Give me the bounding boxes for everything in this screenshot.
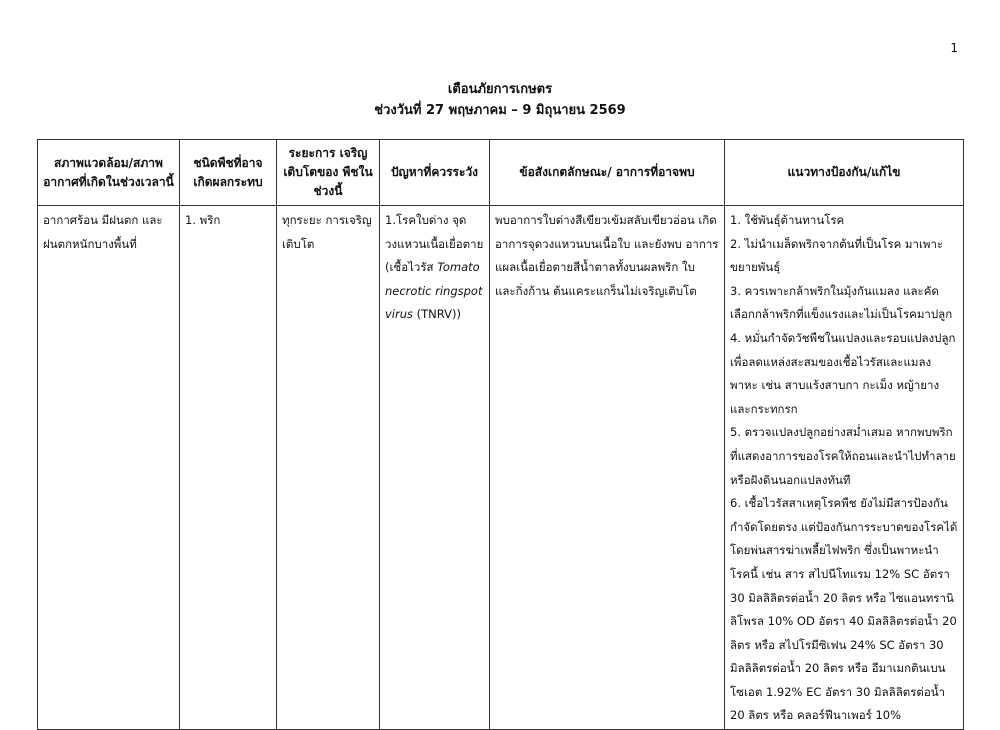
prevention-item: 1. ใช้พันธุ์ต้านทานโรค — [730, 213, 845, 227]
header-symptoms: ข้อสังเกตลักษณะ/ อาการที่อาจพบ — [490, 140, 725, 206]
header-growth-stage: ระยะการ เจริญเติบโตของ พืชในช่วงนี้ — [277, 140, 380, 206]
prevention-item: 5. ตรวจแปลงปลูกอย่างสม่ำเสมอ หากพบพริกที่แสดงอาการของโรคให้ถอนและนำไปทำลาย หรือฝังดินนอกแปลงทันที — [730, 425, 956, 487]
header-problem: ปัญหาที่ควรระวัง — [380, 140, 490, 206]
header-crop: ชนิดพืชที่อาจ เกิดผลกระทบ — [180, 140, 277, 206]
header-prevention: แนวทางป้องกัน/แก้ไข — [725, 140, 964, 206]
virus-scientific-name: Tomato necrotic ringspot virus — [385, 260, 483, 322]
page-number: 1 — [950, 41, 958, 55]
header-environment: สภาพแวดล้อม/สภาพ อากาศที่เกิดในช่วงเวลานี้ — [38, 140, 180, 206]
cell-symptoms: พบอาการใบด่างสีเขียวเข้มสลับเขียวอ่อน เกิดอาการจุดวงแหวนบนเนื้อใบ และยังพบ อาการแผลเนื้อเยื่อตายสีน้ำตาลทั้งบนผลพริก ใบ และกิ่งก้าน ต้นแคระแกร็นไม่เจริญเติบโต — [490, 206, 725, 730]
cell-growth-stage: ทุกระยะ การเจริญเติบโต — [277, 206, 380, 730]
document-title: เตือนภัยการเกษตร — [447, 82, 553, 97]
cell-prevention — [725, 206, 964, 730]
prevention-item: 6. เชื้อไวรัสสาเหตุโรคพืช ยังไม่มีสารป้องกันกำจัดโดยตรง แต่ป้องกันการระบาดของโรคได้ โดยพ่นสารฆ่าเพลี้ยไฟพริก ซึ่งเป็นพาหะนำโรคนี้ เช่น สาร สไปนีโทแรม 12% SC อัตรา 30 มิลลิลิตรต่อน้ำ 20 ลิตร หรือ ไซแอนทรานิลิโพรล 10% OD อัตรา 40 มิลลิลิตรต่อน้ำ 20 ลิตร หรือ สไปโรมีซิเฟน 24% SC อัตรา 30 มิลลิลิตรต่อน้ำ 20 ลิตร หรือ อีมาเมกตินเบนโซเอต 1.92% EC อัตรา 30 มิลลิลิตรต่อน้ำ 20 ลิตร หรือ คลอร์ฟีนาเพอร์ 10% — [730, 496, 958, 723]
table-header-row — [38, 140, 964, 206]
cell-crop: 1. พริก — [180, 206, 277, 730]
prevention-item: 2. ไม่นำเมล็ดพริกจากต้นที่เป็นโรค มาเพาะขยายพันธุ์ — [730, 236, 944, 275]
date-range-subtitle: ช่วงวันที่ 27 พฤษภาคม – 9 มิถุนายน 2569 — [374, 103, 626, 118]
cell-problem — [380, 206, 490, 730]
table-row — [38, 206, 964, 730]
virus-abbreviation: (TNRV)) — [416, 307, 461, 322]
problem-name: 1.โรคใบด่าง จุดวงแหวนเนื้อเยื่อตาย (เชื้อไวรัส — [385, 213, 484, 275]
cell-environment: อากาศร้อน มีฝนตก และฝนตกหนักบางพื้นที่ — [38, 206, 180, 730]
prevention-item: 3. ควรเพาะกล้าพริกในมุ้งกันแมลง และคัดเลือกกล้าพริกที่แข็งแรงและไม่เป็นโรคมาปลูก — [730, 283, 953, 322]
advisory-table — [37, 139, 964, 730]
prevention-item: 4. หมั่นกำจัดวัชพืชในแปลงและรอบแปลงปลูก เพื่อลดแหล่งสะสมของเชื้อไวรัสและแมลงพาหะ เช่น สาบแร้งสาบกา กะเม็ง หญ้ายาง และกระทกรก — [730, 330, 956, 416]
